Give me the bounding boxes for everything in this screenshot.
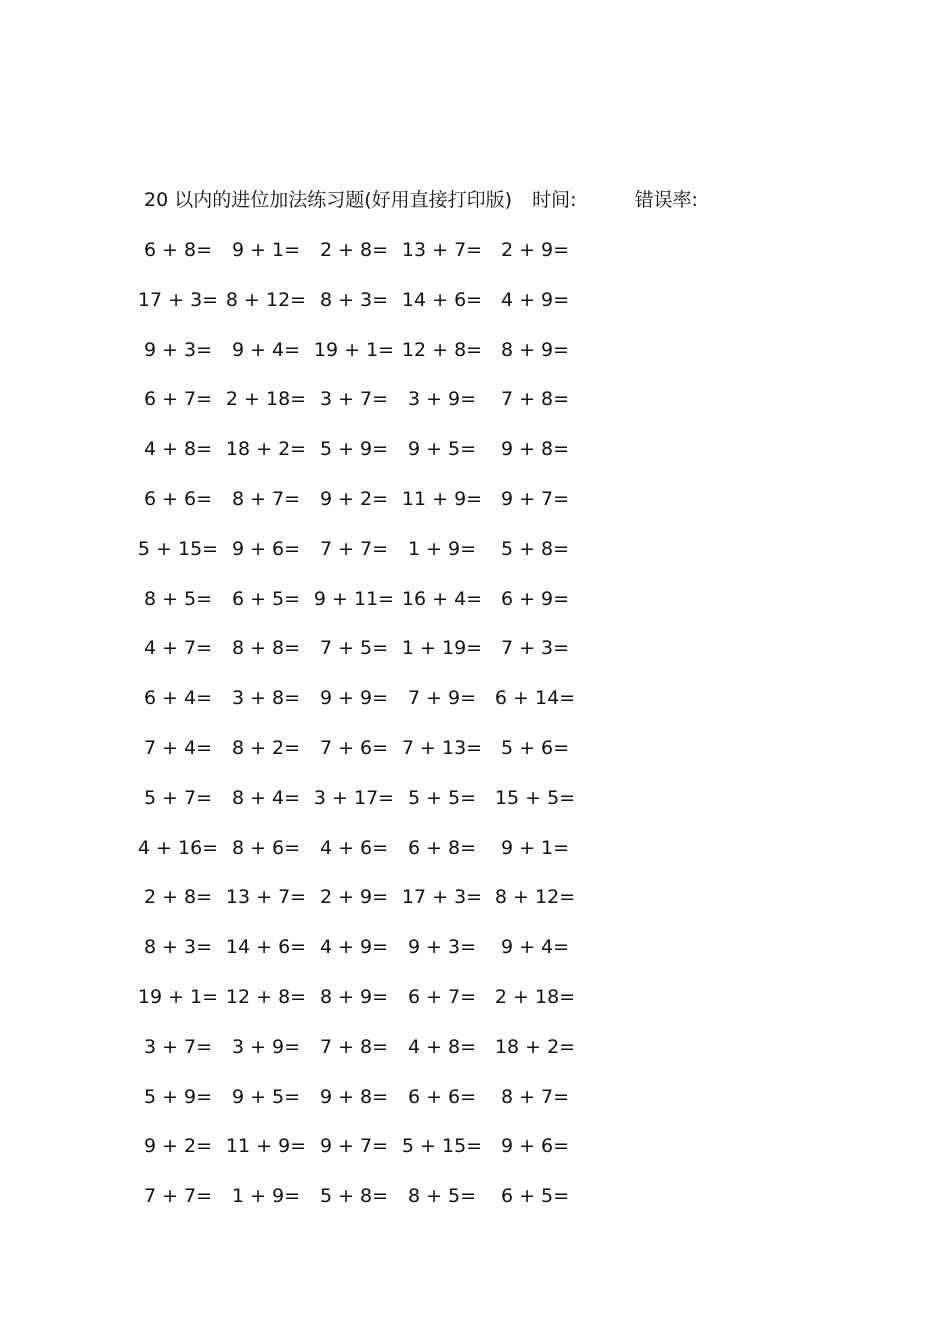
problem-cell: 5 + 15= — [137, 537, 219, 560]
problem-cell: 7 + 4= — [143, 737, 213, 759]
problem-cell: 13 + 7= — [401, 239, 483, 261]
problem-row — [0, 583, 950, 615]
problem-cell: 5 + 7= — [143, 786, 213, 809]
problem-cell: 18 + 2= — [494, 1035, 576, 1058]
problem-cell: 9 + 2= — [143, 1135, 213, 1158]
problem-cell: 15 + 5= — [494, 786, 576, 809]
problem-cell: 8 + 8= — [231, 637, 301, 660]
problem-cell: 4 + 9= — [500, 288, 570, 311]
problem-cell: 7 + 6= — [319, 737, 389, 759]
problem-cell: 7 + 9= — [407, 687, 477, 710]
problem-cell: 5 + 15= — [401, 1135, 483, 1158]
problem-cell: 2 + 8= — [319, 239, 389, 261]
problem-cell: 3 + 9= — [407, 388, 477, 411]
problem-cell: 9 + 7= — [319, 1135, 389, 1158]
problem-cell: 6 + 8= — [143, 239, 213, 261]
problem-cell: 6 + 6= — [407, 1085, 477, 1108]
problem-cell: 8 + 3= — [143, 936, 213, 959]
problem-cell: 9 + 5= — [407, 438, 477, 461]
problem-cell: 8 + 12= — [494, 886, 576, 909]
problem-cell: 9 + 9= — [319, 687, 389, 710]
problem-cell: 7 + 13= — [401, 737, 483, 759]
problem-row — [0, 1031, 950, 1063]
problem-cell: 6 + 7= — [143, 388, 213, 411]
problem-row — [0, 284, 950, 316]
problem-cell: 3 + 9= — [231, 1035, 301, 1058]
problem-cell: 4 + 9= — [319, 936, 389, 959]
problem-cell: 8 + 2= — [231, 737, 301, 759]
problem-row — [0, 1130, 950, 1162]
problem-row — [0, 732, 950, 764]
problem-cell: 4 + 6= — [319, 836, 389, 859]
problem-cell: 9 + 4= — [500, 936, 570, 959]
problem-cell: 4 + 16= — [137, 836, 219, 859]
problem-cell: 4 + 8= — [407, 1035, 477, 1058]
problem-cell: 4 + 7= — [143, 637, 213, 660]
problem-cell: 9 + 3= — [407, 936, 477, 959]
problem-cell: 6 + 9= — [500, 587, 570, 610]
problem-cell: 9 + 8= — [319, 1085, 389, 1108]
problem-cell: 5 + 9= — [143, 1085, 213, 1108]
problem-row — [0, 533, 950, 565]
problem-row — [0, 1180, 950, 1212]
problem-cell: 1 + 9= — [231, 1185, 301, 1208]
problem-row — [0, 931, 950, 963]
problem-cell: 7 + 5= — [319, 637, 389, 660]
problem-cell: 5 + 6= — [500, 737, 570, 759]
problem-cell: 18 + 2= — [225, 438, 307, 461]
problem-cell: 9 + 5= — [231, 1085, 301, 1108]
problem-cell: 9 + 8= — [500, 438, 570, 461]
problem-cell: 3 + 8= — [231, 687, 301, 710]
problem-cell: 5 + 9= — [319, 438, 389, 461]
problem-cell: 3 + 7= — [143, 1035, 213, 1058]
problem-row — [0, 981, 950, 1013]
problem-cell: 4 + 8= — [143, 438, 213, 461]
problem-cell: 5 + 8= — [500, 537, 570, 560]
problem-cell: 9 + 7= — [500, 488, 570, 510]
problem-row — [0, 1081, 950, 1113]
problem-cell: 6 + 6= — [143, 488, 213, 510]
problem-row — [0, 682, 950, 714]
problem-cell: 1 + 9= — [407, 537, 477, 560]
problem-cell: 8 + 5= — [407, 1185, 477, 1208]
problem-cell: 9 + 1= — [231, 239, 301, 261]
problem-row — [0, 483, 950, 515]
problem-cell: 6 + 5= — [231, 587, 301, 610]
problem-row — [0, 234, 950, 266]
problem-cell: 7 + 8= — [319, 1035, 389, 1058]
problem-cell: 2 + 9= — [319, 886, 389, 909]
problem-cell: 8 + 5= — [143, 587, 213, 610]
problem-row — [0, 383, 950, 415]
problem-cell: 12 + 8= — [225, 986, 307, 1008]
problem-cell: 9 + 3= — [143, 338, 213, 361]
problem-cell: 2 + 8= — [143, 886, 213, 909]
problem-row — [0, 832, 950, 864]
problem-cell: 8 + 6= — [231, 836, 301, 859]
problem-cell: 9 + 11= — [313, 587, 395, 610]
problem-row — [0, 632, 950, 664]
problem-cell: 19 + 1= — [313, 338, 395, 361]
problem-cell: 8 + 3= — [319, 288, 389, 311]
problem-cell: 13 + 7= — [225, 886, 307, 909]
problem-cell: 9 + 6= — [500, 1135, 570, 1158]
problem-cell: 8 + 4= — [231, 786, 301, 809]
problem-cell: 3 + 17= — [313, 786, 395, 809]
problem-cell: 7 + 3= — [500, 637, 570, 660]
problem-cell: 6 + 8= — [407, 836, 477, 859]
problem-cell: 6 + 7= — [407, 986, 477, 1008]
problem-cell: 8 + 7= — [500, 1085, 570, 1108]
error-rate-label: 错误率: — [634, 189, 698, 211]
problem-cell: 2 + 18= — [494, 986, 576, 1008]
worksheet-title: 20 以内的进位加法练习题(好用直接打印版) — [144, 189, 513, 211]
problem-row — [0, 782, 950, 814]
problem-cell: 8 + 7= — [231, 488, 301, 510]
problem-cell: 14 + 6= — [401, 288, 483, 311]
problem-cell: 9 + 2= — [319, 488, 389, 510]
problem-cell: 9 + 4= — [231, 338, 301, 361]
problem-cell: 5 + 5= — [407, 786, 477, 809]
problem-row — [0, 881, 950, 913]
time-label: 时间: — [532, 189, 577, 211]
problem-cell: 7 + 8= — [500, 388, 570, 411]
problem-cell: 8 + 12= — [225, 288, 307, 311]
problem-cell: 16 + 4= — [401, 587, 483, 610]
problem-cell: 5 + 8= — [319, 1185, 389, 1208]
problem-row — [0, 334, 950, 366]
problem-cell: 17 + 3= — [137, 288, 219, 311]
problem-cell: 2 + 18= — [225, 388, 307, 411]
problem-cell: 3 + 7= — [319, 388, 389, 411]
problem-cell: 7 + 7= — [143, 1185, 213, 1208]
problem-cell: 14 + 6= — [225, 936, 307, 959]
problem-cell: 8 + 9= — [500, 338, 570, 361]
problem-cell: 11 + 9= — [225, 1135, 307, 1158]
problem-cell: 1 + 19= — [401, 637, 483, 660]
problem-cell: 2 + 9= — [500, 239, 570, 261]
problem-cell: 7 + 7= — [319, 537, 389, 560]
problem-cell: 12 + 8= — [401, 338, 483, 361]
problem-cell: 6 + 5= — [500, 1185, 570, 1208]
problem-cell: 11 + 9= — [401, 488, 483, 510]
problem-cell: 6 + 4= — [143, 687, 213, 710]
problem-row — [0, 433, 950, 465]
problem-cell: 8 + 9= — [319, 986, 389, 1008]
problem-cell: 9 + 1= — [500, 836, 570, 859]
problem-cell: 19 + 1= — [137, 986, 219, 1008]
problem-cell: 9 + 6= — [231, 537, 301, 560]
problem-cell: 6 + 14= — [494, 687, 576, 710]
problem-cell: 17 + 3= — [401, 886, 483, 909]
